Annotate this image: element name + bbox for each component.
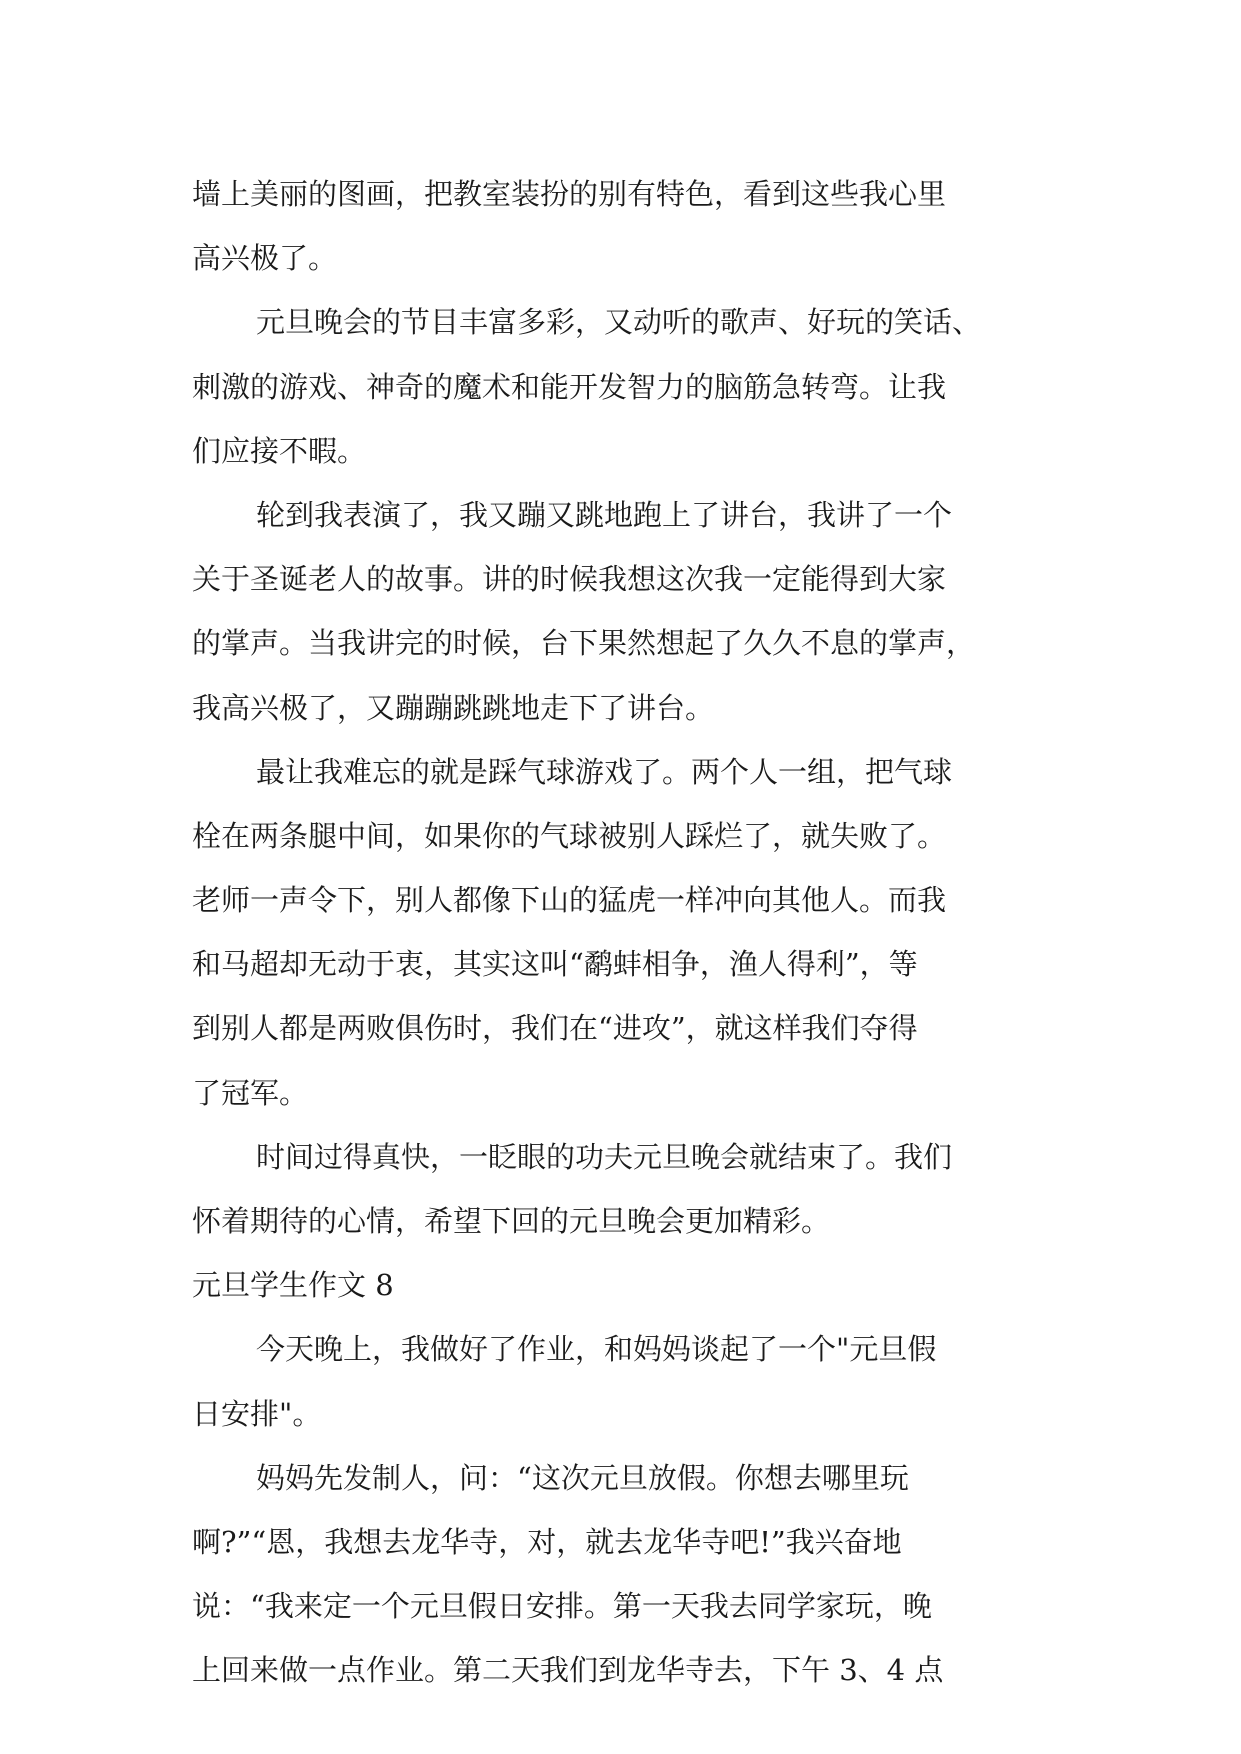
text-line: 怀着期待的心情，希望下回的元旦晚会更加精彩。 [192,1204,831,1238]
text-line: 的掌声。当我讲完的时候，台下果然想起了久久不息的掌声， [192,626,976,661]
text-line: 刺激的游戏、神奇的魔术和能开发智力的脑筋急转弯。让我 [192,369,947,404]
paragraph-start-line: 时间过得真快，一眨眼的功夫元旦晚会就结束了。我们 [256,1139,953,1174]
text-line: 们应接不暇。 [192,433,367,468]
text-line: 了冠军。 [192,1075,309,1110]
text-line: 上回来做一点作业。第二天我们到龙华寺去，下午 3、4 点 [192,1653,944,1688]
section-heading: 元旦学生作文 8 [192,1268,394,1303]
paragraph-start-line: 轮到我表演了，我又蹦又跳地跑上了讲台，我讲了一个 [256,497,953,532]
text-line: 啊?”“恩，我想去龙华寺，对，就去龙华寺吧!”我兴奋地 [192,1524,902,1559]
text-line: 到别人都是两败俱伤时，我们在“进攻”，就这样我们夺得 [192,1011,918,1046]
text-line: 墙上美丽的图画，把教室装扮的别有特色，看到这些我心里 [192,177,947,211]
paragraph-start-line: 最让我难忘的就是踩气球游戏了。两个人一组，把气球 [256,754,953,789]
text-line: 我高兴极了，又蹦蹦跳跳地走下了讲台。 [192,690,715,725]
text-line: 关于圣诞老人的故事。讲的时候我想这次我一定能得到大家 [192,562,947,597]
text-line: 说：“我来定一个元旦假日安排。第一天我去同学家玩，晚 [192,1589,932,1624]
paragraph-start-line: 元旦晚会的节目丰富多彩，又动听的歌声、好玩的笑话、 [256,305,982,340]
paragraph-start-line: 妈妈先发制人，问：“这次元旦放假。你想去哪里玩 [256,1460,909,1495]
paragraph-start-line: 今天晚上，我做好了作业，和妈妈谈起了一个"元旦假 [256,1332,937,1367]
text-line: 和马超却无动于衷，其实这叫“鹬蚌相争，渔人得利”，等 [192,947,918,982]
document-body [192,162,1052,1703]
text-line: 日安排"。 [192,1396,322,1431]
text-line: 栓在两条腿中间，如果你的气球被别人踩烂了，就失败了。 [192,818,947,853]
text-line: 老师一声令下，别人都像下山的猛虎一样冲向其他人。而我 [192,883,947,918]
text-line: 高兴极了。 [192,241,338,276]
